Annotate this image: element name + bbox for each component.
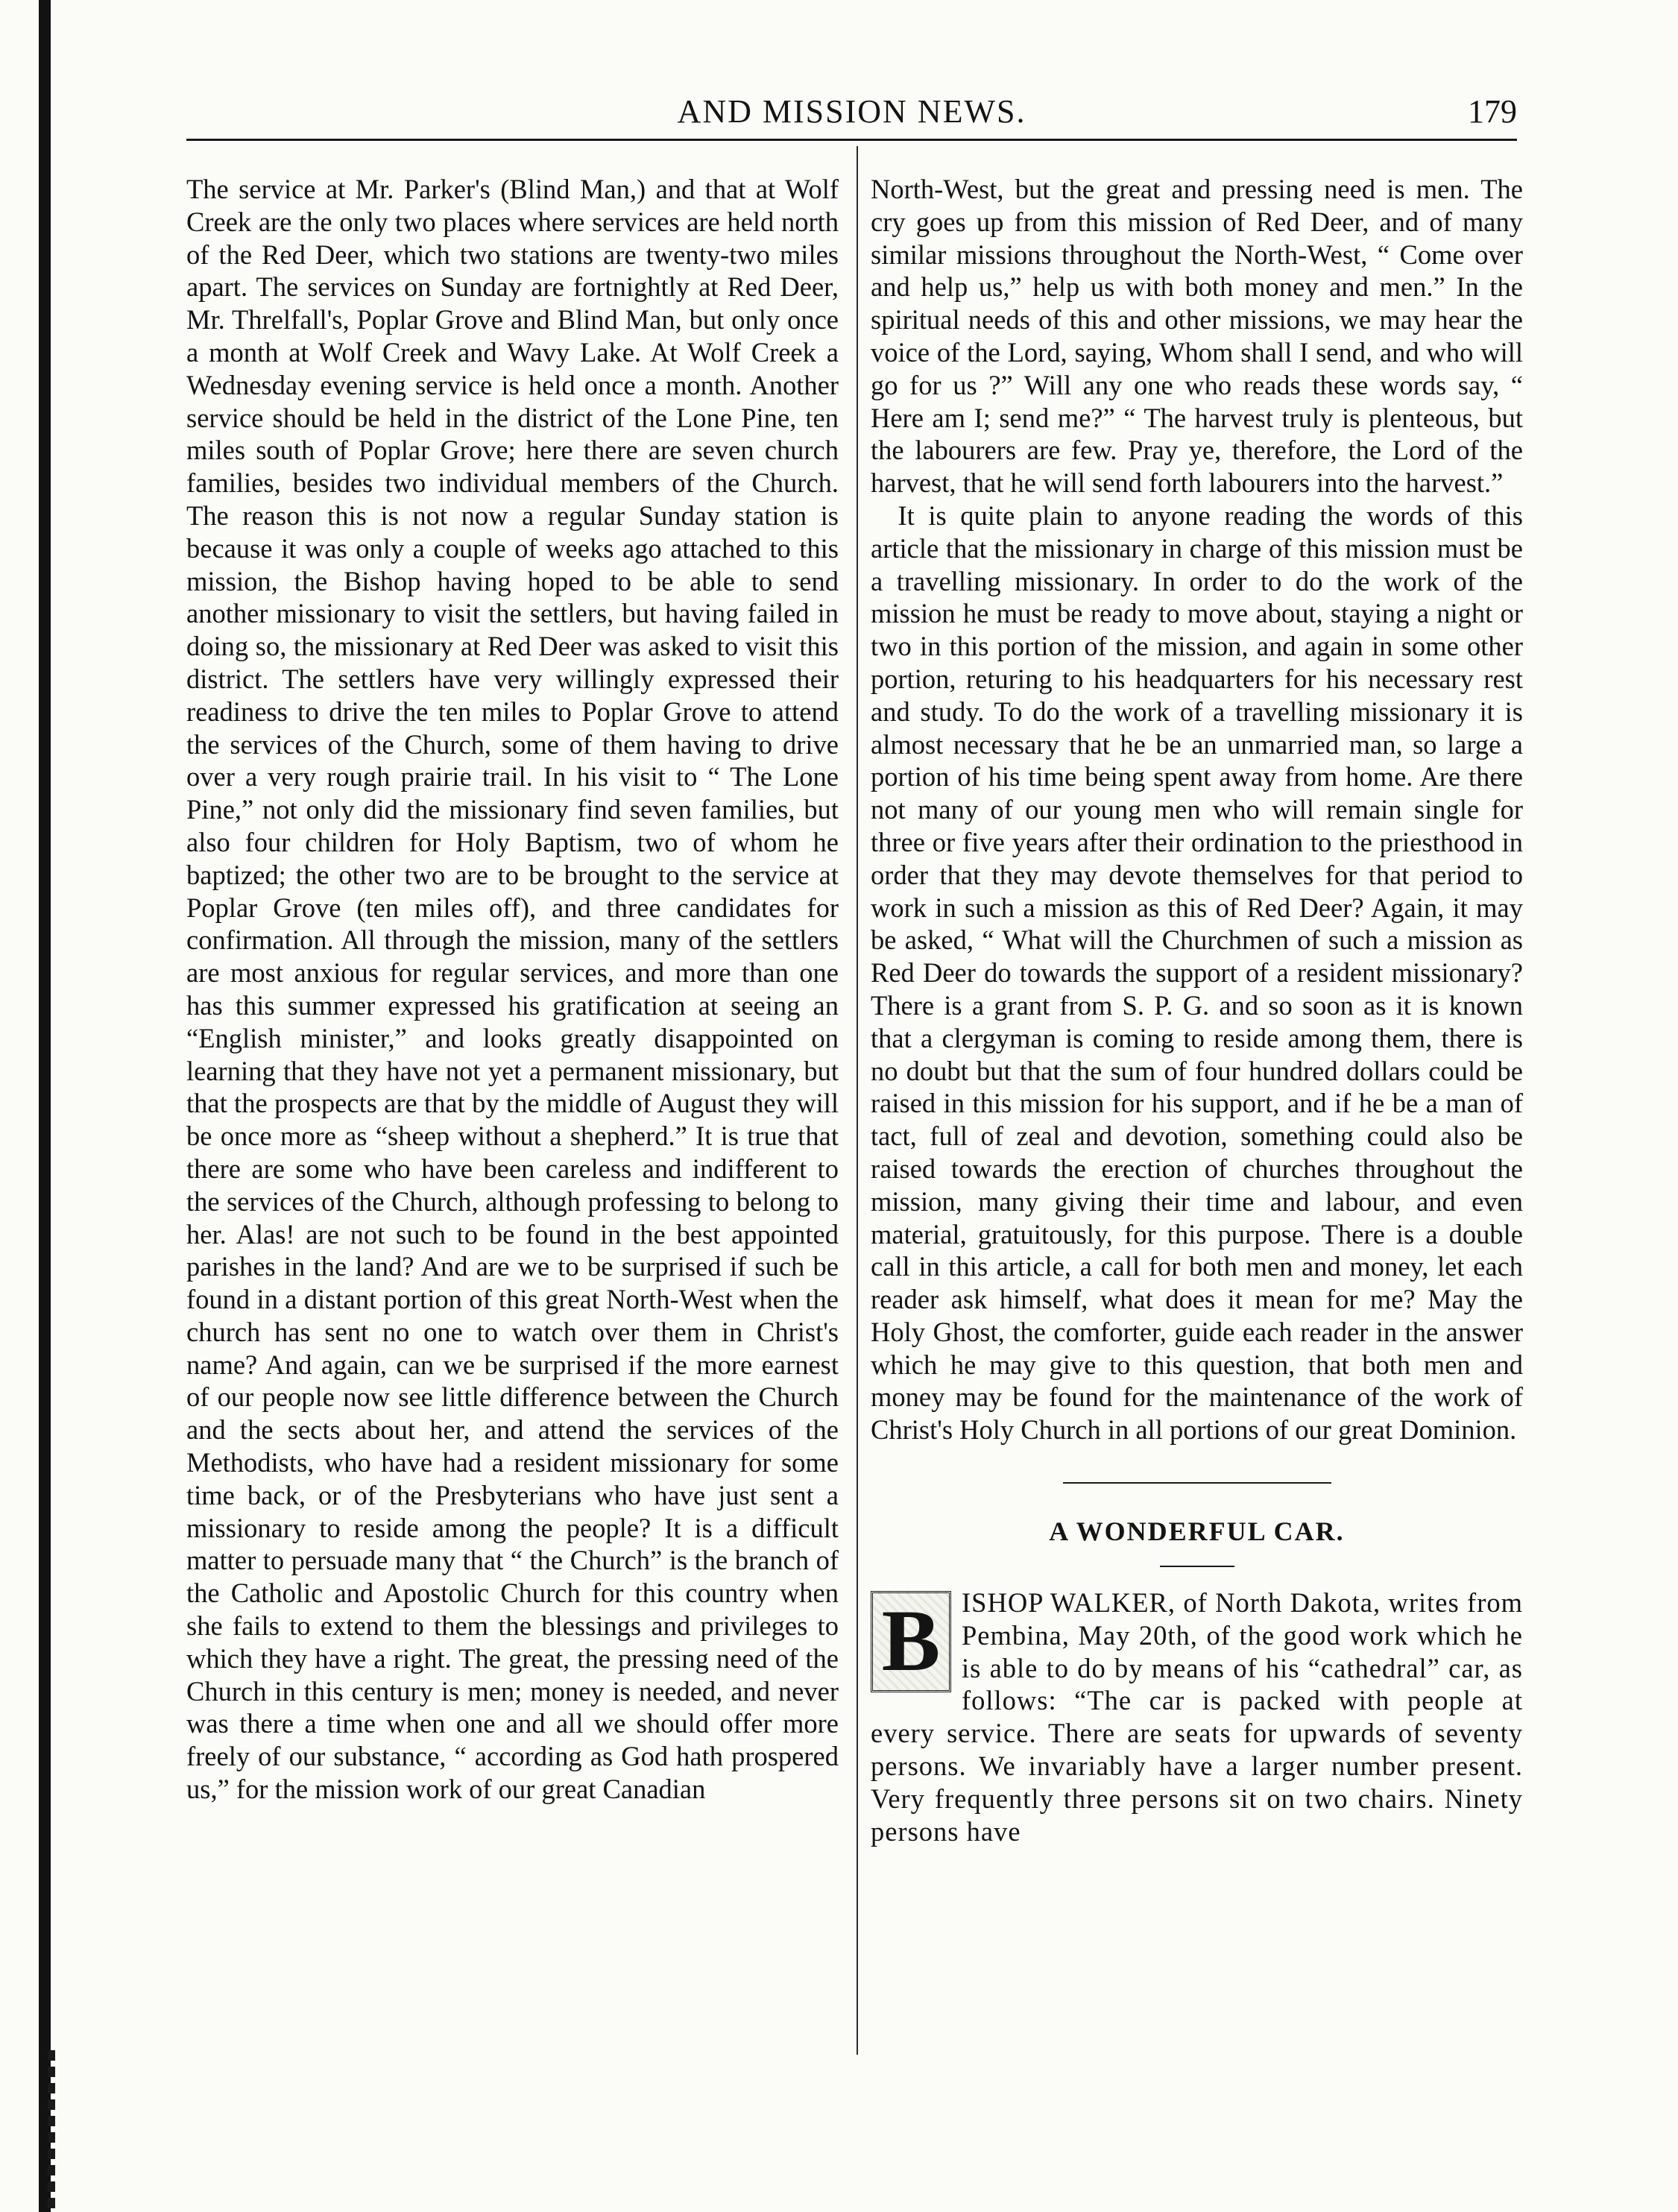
running-head: [186, 88, 1517, 136]
continued-paragraph: North-West, but the great and pressing need is men. The cry goes up from this mission of Red Deer, and of many similar missions throughout the North-West, “ Come over and help us,” help us with both money and men.” In the spiritual needs of this and other missions, we may hear the voice of the Lord, saying, Whom shall I send, and who will go for us ?” Will any one who reads these words say, “ Here am I; send me?” “ The harvest truly is plenteous, but the labourers are few. Pray ye, therefore, the Lord of the harvest, that he will send forth labourers into the harvest.”: [871, 174, 1523, 499]
section-opening-paragraph: [871, 1586, 1523, 1847]
section-opening-text: ISHOP WALKER, of North Dakota, writes from Pembina, May 20th, of the good work which he is able to do by means of his “cathedral” car, as follows: “The car is packed with people at every service. There are seats for upwards of seventy persons. We invariably have a larger number present. Very frequently three persons sit on two chairs. Ninety persons have: [871, 1587, 1523, 1847]
column-divider: [857, 146, 858, 2055]
binding-edge: [39, 0, 51, 2212]
ornamental-dropcap: B: [871, 1591, 951, 1692]
heading-underline: [1160, 1566, 1234, 1567]
right-column: [871, 173, 1523, 1847]
running-title: AND MISSION NEWS.: [677, 93, 1026, 130]
page-number: 179: [1468, 93, 1517, 130]
section-divider: [1063, 1482, 1331, 1484]
section-heading: A WONDERFUL CAR.: [1049, 1516, 1345, 1547]
left-column: [186, 173, 839, 1806]
binding-edge-wear: [48, 2050, 55, 2212]
body-paragraph: It is quite plain to anyone reading the words of this article that the missionary in charge of this mission must be a travelling missionary. In order to do the work of the mission he must be ready to move about, staying a night or two in this portion of the mission, and again in some other portion, returing to his headquarters for his necessary rest and study. To do the work of a travelling missionary it is almost necessary that he be an unmarried man, so large a portion of his time being spent away from home. Are there not many of our young men who will remain single for three or five years after their ordination to the priesthood in order that they may devote themselves for that period to work in such a mission as this of Red Deer? Again, it may be asked, “ What will the Churchmen of such a mission as Red Deer do towards the support of a resident missionary? There is a grant from S. P. G. and so soon as it is known that a clergyman is coming to reside among them, there is no doubt but that the sum of four hundred dollars could be raised in this mission for his support, and if he be a man of tact, full of zeal and devotion, something could also be raised towards the erection of churches throughout the mission, many giving their time and labour, and even material, gratuitously, for this purpose. There is a double call in this article, a call for both men and money, let each reader ask himself, what does it mean for me? May the Holy Ghost, the comforter, guide each reader in the answer which he may give to this question, that both men and money may be found for the maintenance of the work of Christ's Holy Church in all portions of our great Dominion.: [871, 500, 1523, 1446]
body-paragraph: The service at Mr. Parker's (Blind Man,) and that at Wolf Creek are the only two places where services are held north of the Red Deer, which two stations are twenty-two miles apart. The services on Sunday are fortnightly at Red Deer, Mr. Threlfall's, Poplar Grove and Blind Man, but only once a month at Wolf Creek and Wavy Lake. At Wolf Creek a Wednesday evening service is held once a month. Another service should be held in the district of the Lone Pine, ten miles south of Poplar Grove; here there are seven church families, besides two individual members of the Church. The reason this is not now a regular Sunday station is because it was only a couple of weeks ago attached to this mission, the Bishop having hoped to be able to send another missionary to visit the settlers, but having failed in doing so, the missionary at Red Deer was asked to visit this district. The settlers have very willingly expressed their readiness to drive the ten miles to Poplar Grove to attend the services of the Church, some of them having to drive over a very rough prairie trail. In his visit to “ The Lone Pine,” not only did the missionary find seven families, but also four children for Holy Baptism, two of whom he baptized; the other two are to be brought to the service at Poplar Grove (ten miles off), and three candidates for confirmation. All through the mission, many of the settlers are most anxious for regular services, and more than one has this summer expressed his gratification at seeing an “English minister,” and looks greatly disappointed on learning that they have not yet a permanent missionary, but that the prospects are that by the middle of August they will be once more as “sheep without a shepherd.” It is true that there are some who have been careless and indifferent to the services of the Church, although professing to belong to her. Alas! are not such to be found in the best appointed parishes in the land? And are we to be surprised if such be found in a distant portion of this great North-West when the church has sent no one to watch over them in Christ's name? And again, can we be surprised if the more earnest of our people now see little difference between the Church and the sects about her, and attend the services of the Methodists, who have had a resident missionary for some time back, or of the Presbyterians who have just sent a missionary to reside among the people? It is a difficult matter to persuade many that “ the Church” is the branch of the Catholic and Apostolic Church for this country when she fails to extend to them the blessings and privileges to which they have a right. The great, the pressing need of the Church in this century is men; money is needed, and never was there a time when one and all we should offer more freely of our substance, “ according as God hath prospered us,” for the mission work of our great Canadian: [186, 174, 839, 1805]
header-rule: [186, 139, 1517, 141]
